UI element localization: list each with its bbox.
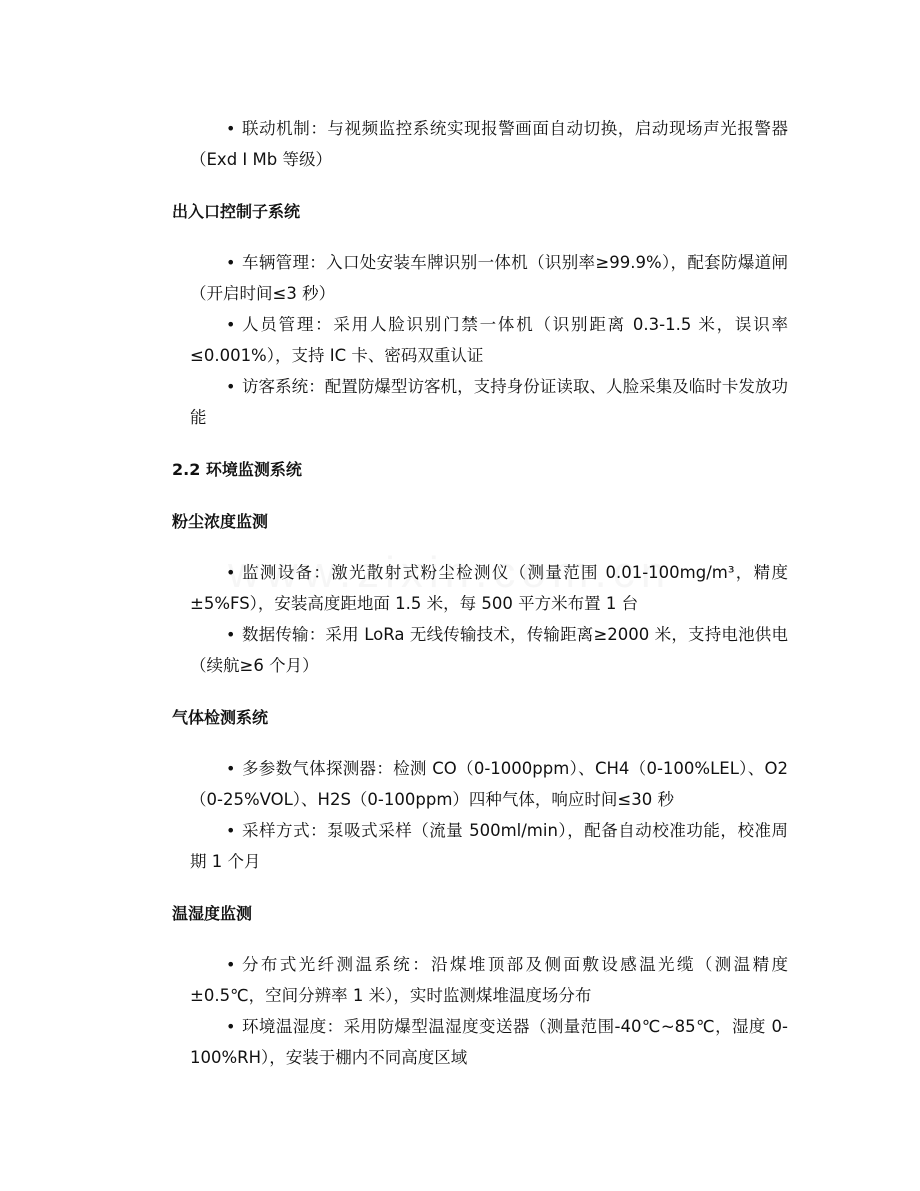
- bullet-dot-icon: •: [226, 759, 236, 778]
- bullet-dot-icon: •: [226, 315, 236, 334]
- list-item: • 监测设备：激光散射式粉尘检测仪（测量范围 0.01-100mg/m³，精度±5%FS），安装高度距地面 1.5 米，每 500 平方米布置 1 台: [172, 557, 788, 619]
- bullet-list-linkage: [172, 113, 788, 175]
- bullet-dot-icon: •: [226, 625, 236, 644]
- list-item: • 多参数气体探测器：检测 CO（0-1000ppm）、CH4（0-100%LEL）、O2（0-25%VOL）、H2S（0-100ppm）四种气体，响应时间≤30 秒: [172, 753, 788, 815]
- bullet-dot-icon: •: [226, 1017, 236, 1036]
- list-item: • 访客系统：配置防爆型访客机，支持身份证读取、人脸采集及临时卡发放功能: [172, 371, 788, 433]
- bullet-dot-icon: •: [226, 377, 236, 396]
- list-item: • 车辆管理：入口处安装车牌识别一体机（识别率≥99.9%），配套防爆道闸（开启时间≤3 秒）: [172, 247, 788, 309]
- list-item: • 采样方式：泵吸式采样（流量 500ml/min），配备自动校准功能，校准周期 1 个月: [172, 815, 788, 877]
- section-heading-dust: 粉尘浓度监测: [172, 512, 269, 531]
- list-item: • 联动机制：与视频监控系统实现报警画面自动切换，启动现场声光报警器（Exd I Mb 等级）: [172, 113, 788, 175]
- bullet-dot-icon: •: [226, 563, 236, 582]
- bullet-dot-icon: •: [226, 119, 236, 138]
- list-item: • 环境温湿度：采用防爆型温湿度变送器（测量范围-40℃~85℃，湿度 0-100%RH），安装于棚内不同高度区域: [172, 1011, 788, 1073]
- list-item: • 分布式光纤测温系统：沿煤堆顶部及侧面敷设感温光缆（测温精度±0.5℃，空间分辨率 1 米），实时监测煤堆温度场分布: [172, 949, 788, 1011]
- section-heading-access-control: 出入口控制子系统: [172, 202, 301, 221]
- document-content: [172, 113, 788, 1073]
- bullet-list-access-control: [172, 247, 788, 433]
- list-item: • 人员管理：采用人脸识别门禁一体机（识别距离 0.3-1.5 米，误识率≤0.001%），支持 IC 卡、密码双重认证: [172, 309, 788, 371]
- bullet-list-gas: [172, 753, 788, 877]
- section-heading-temp-humidity: 温湿度监测: [172, 904, 253, 923]
- section-heading-gas: 气体检测系统: [172, 708, 269, 727]
- list-item: • 数据传输：采用 LoRa 无线传输技术，传输距离≥2000 米，支持电池供电（续航≥6 个月）: [172, 619, 788, 681]
- bullet-dot-icon: •: [226, 253, 236, 272]
- bullet-dot-icon: •: [226, 821, 236, 840]
- bullet-list-temp-humidity: [172, 949, 788, 1073]
- bullet-list-dust: [172, 557, 788, 681]
- bullet-dot-icon: •: [226, 955, 236, 974]
- section-heading-environment: 2.2 环境监测系统: [172, 460, 302, 479]
